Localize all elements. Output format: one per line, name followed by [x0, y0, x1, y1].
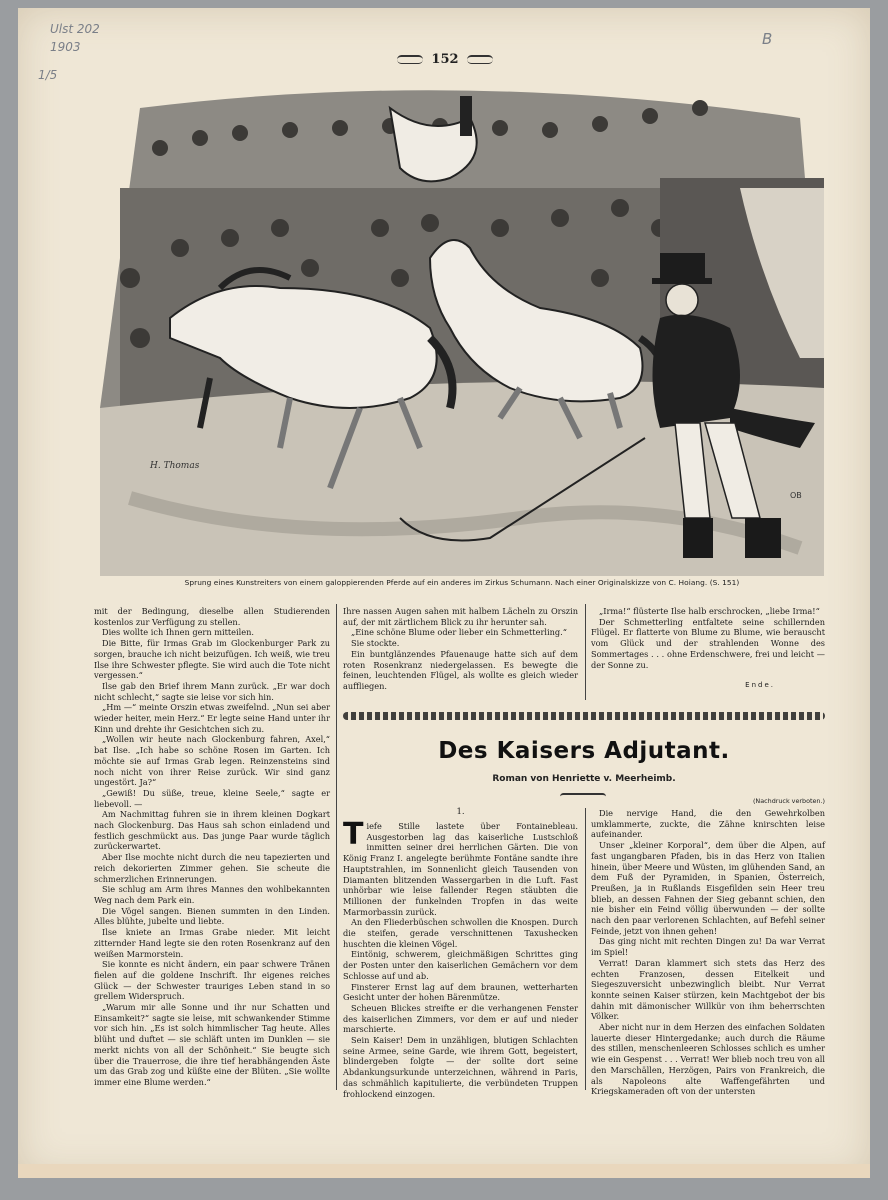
handwritten-corner-letter: B [762, 30, 773, 48]
novel-column-1 [343, 817, 578, 1099]
ornament-left-icon [397, 55, 423, 64]
paragraph: Finsterer Ernst lag auf dem braunen, wetterharten Gesicht unter der hohen Bärenmütze. [343, 981, 578, 1003]
paragraph: Aber Ilse mochte nicht durch die neu tapezierten und reich dekorierten Zimmer gehen. Sie scheute die schmerzlichen Erinnerungen. [94, 852, 330, 884]
drop-cap: T [343, 817, 364, 852]
opening-paragraph [343, 817, 578, 917]
paragraph: Dies wollte ich Ihnen gern mitteilen. [102, 627, 254, 638]
paragraph: Eintönig, schwerem, gleichmäßigen Schrittes ging der Posten unter den kaiserlichen Gemächern vor dem Schlosse auf und ab. [343, 949, 578, 981]
paragraph: Sie konnte es nicht ändern, ein paar schwere Tränen fielen auf die goldene Inschrift. Ihr eigenes reiches Glück — der Schwester trauriges Leben stand in so grellem Widerspruch. [94, 959, 330, 1002]
paragraph: Sie schlug am Arm ihres Mannes den wohlbekannten Weg nach dem Park ein. [94, 884, 330, 905]
paragraph: Sein Kaiser! Dem in unzähligen, blutigen Schlachten seine Armee, seine Garde, wie ihrem Gott, begeistert, blindergeben folgte — der sollte dort seine Abdankungsurkunde unterzeichnen, während in Paris, das schmählich kapitulierte, die verbündeten Truppen frohlockend einzogen. [343, 1035, 578, 1099]
novel-author: Roman von Henriette v. Meerheimb. [492, 774, 676, 784]
chapter-number: 1. [456, 807, 465, 817]
ornament-right-icon [467, 55, 493, 64]
paragraph: „Hm —“ meinte Orszin etwas zweifelnd. „Nun sei aber wieder heiter, mein Herz.“ Er legte seine Hand unter ihr Kinn und drehte ihr Gesichtchen sich zu. [94, 702, 330, 734]
illustration-monogram: OB [790, 491, 802, 500]
paragraph: „Gewiß! Du süße, treue, kleine Seele,“ sagte er liebevoll. — [94, 787, 330, 809]
story-column-3 [591, 606, 825, 691]
story-column-2 [343, 606, 578, 692]
page-header [380, 50, 510, 68]
paragraph: Die nervige Hand, die den Gewehrkolben umklammerte, zuckte, die Zähne knirschten leise aufeinander. [591, 808, 825, 840]
paragraph: Unser „kleiner Korporal“, dem über die Alpen, auf fast ungangbaren Pfaden, bis in das Herz von Italien hinein, über Meere und Wüsten, im glühenden Sand, an dem Fuß der Pyramiden, in Spanien, Österreich, Preußen, ja in Rußlands Eisgefilden sein Heer treu blieb, an dessen Fahnen der Sieg gebannt schien, den nie bisher ein Feind völlig überwunden — der sollte nach den paar verlorenen Schlachten, auf Befehl seiner Feinde, jetzt von ihnen gehen! [591, 840, 825, 936]
illustration-caption: Sprung eines Kunstreiters von einem galoppierenden Pferde auf ein anderes im Zirkus Schumann. Nach einer Originalskizze von C. Hoiang. (S. 151) [184, 578, 740, 587]
paragraph: „Wollen wir heute nach Glockenburg fahren, Axel,“ bat Ilse. „Ich habe so schöne Rosen im Garten. Ich möchte sie auf Irmas Grab legen. Reinzensteins sind noch nicht von ihrer Reise zurück. Wir sind ganz ungestört. Ja?“ [94, 734, 330, 788]
paragraph: Verrat! Daran klammert sich stets das Herz des echten Franzosen, dessen Eitelkeit und Siegeszuversicht unbezwinglich bleibt. Nur Verrat konnte seinen Kaiser stürzen, kein Machtgebot der bis dahin mit dämonischer Willkür von ihm beherrschten Völker. [591, 957, 825, 1022]
paragraph: Scheuen Blickes streifte er die verhangenen Fenster des kaiserlichen Zimmers, vor dem er auf und nieder marschierte. [343, 1002, 578, 1035]
reprint-notice: (Nachdruck verboten.) [752, 797, 825, 805]
paragraph: Ein buntglänzendes Pfauenauge hatte sich auf dem roten Rosenkranz niedergelassen. Es bewegte die feinen, leuchtenden Flügel, als wollte es gleich wieder auffliegen. [343, 648, 578, 691]
handwritten-year-note: 1903 [50, 40, 81, 54]
paragraph: „Irma!“ flüsterte Ilse halb erschrocken, „liebe Irma!“ [599, 606, 820, 616]
column-rule [336, 604, 337, 1090]
paragraph: Ihre nassen Augen sahen mit halbem Lächeln zu Orszin auf, der mit zärtlichem Blick zu ihr herunter sah. [343, 606, 578, 627]
handwritten-archive-note: Ulst 202 [50, 22, 100, 36]
column-rule [585, 808, 586, 1090]
illustration-signature: H. Thomas [150, 461, 200, 471]
paragraph: Die Vögel sangen. Bienen summten in den Linden. Alles blühte, jubelte und liebte. [94, 905, 330, 927]
circus-illustration [100, 78, 824, 576]
section-divider [343, 712, 825, 720]
novel-column-2 [591, 808, 825, 1097]
ornament-icon [560, 793, 606, 800]
paragraph: An den Fliederbüschen schwollen die Knospen. Durch die steifen, gerade verschnittenen Taxushecken huschten die kleinen Vögel. [343, 917, 578, 949]
novel-title: Des Kaisers Adjutant. [438, 738, 730, 764]
paragraph-text: iefe Stille lastete über Fontainebleau. Ausgestorben lag das kaiserliche Lustschloß inmitten seiner drei herrlichen Gärten. Die von König Franz I. angelegte berühmte Fontäne sandte ihre Hauptstrahlen, im Sonnenlicht gleich Tausenden von Diamanten blitzenden Wassergarben in die Luft. Fast unhörbar wie leise fallender Regen stäubten die Millionen der funkelnden Tropfen in das weite Marmorbassin zurück. [343, 821, 578, 917]
story-end-mark: Ende. [745, 681, 775, 690]
column-rule [585, 604, 586, 700]
paragraph: „Warum mir alle Sonne und ihr nur Schatten und Einsamkeit?“ sagte sie leise, mit schwankender Stimme vor sich hin. „Es ist solch himmlischer Tag heute. Alles blüht und duftet — sie schläft unten im Dunklen — sie merkt nichts von all der Schönheit.“ Sie beugte sich über die Trauerrose, die ihre tief herabhängenden Äste um das Grab zog und küßte eine der Blüten. „Sie wollte immer eine Blume werden.“ [94, 1002, 330, 1087]
page-number: 152 [431, 51, 459, 67]
story-column-1 [94, 606, 330, 1088]
paragraph: Ilse kniete an Irmas Grabe nieder. Mit leicht zitternder Hand legte sie den roten Rosenkranz auf den weißen Marmorstein. [94, 927, 330, 959]
paragraph: Sie stockte. [351, 638, 400, 649]
paragraph: Das ging nicht mit rechten Dingen zu! Da war Verrat im Spiel! [591, 936, 825, 958]
paragraph: Ilse gab den Brief ihrem Mann zurück. „Er war doch nicht schlecht,“ sagte sie leise vor sich hin. [94, 680, 330, 702]
page-bottom-edge [18, 1164, 870, 1178]
paragraph: Die Bitte, für Irmas Grab im Glockenburger Park zu sorgen, brauche ich nicht beizufügen. Ich weiß, wie treu Ilse ihre Schwester pflegte. Sie wird auch die Tote nicht vergessen.“ [94, 638, 330, 681]
paragraph: Der Schmetterling entfaltete seine schillernden Flügel. Er flatterte von Blume zu Blume, wie berauscht vom Glück und der strahlenden Wonne des Sommertages . . . ohne Erdenschwere, frei und leicht — der Sonne zu. [591, 616, 825, 670]
handwritten-number-note: 1/5 [38, 68, 58, 82]
paragraph: Aber nicht nur in dem Herzen des einfachen Soldaten lauerte dieser Hintergedanke; auch durch die Räume des stillen, menschenleeren Schlosses schlich es umher wie ein Gespenst . . . Verrat! Wer blieb noch treu von all den Marschällen, Herzögen, Pairs von Frankreich, die als Napoleons alte Waffengefährten und Kriegskameraden oft von der untersten [591, 1022, 825, 1097]
paragraph: Am Nachmittag fuhren sie in ihrem kleinen Dogkart nach Glockenburg. Das Haus sah schon einladend und festlich geschmückt aus. Das junge Paar wurde täglich zurückerwartet. [94, 809, 330, 852]
paragraph: „Eine schöne Blume oder lieber ein Schmetterling.“ [351, 627, 567, 638]
paragraph: mit der Bedingung, dieselbe allen Studierenden kostenlos zur Verfügung zu stellen. [94, 606, 330, 627]
